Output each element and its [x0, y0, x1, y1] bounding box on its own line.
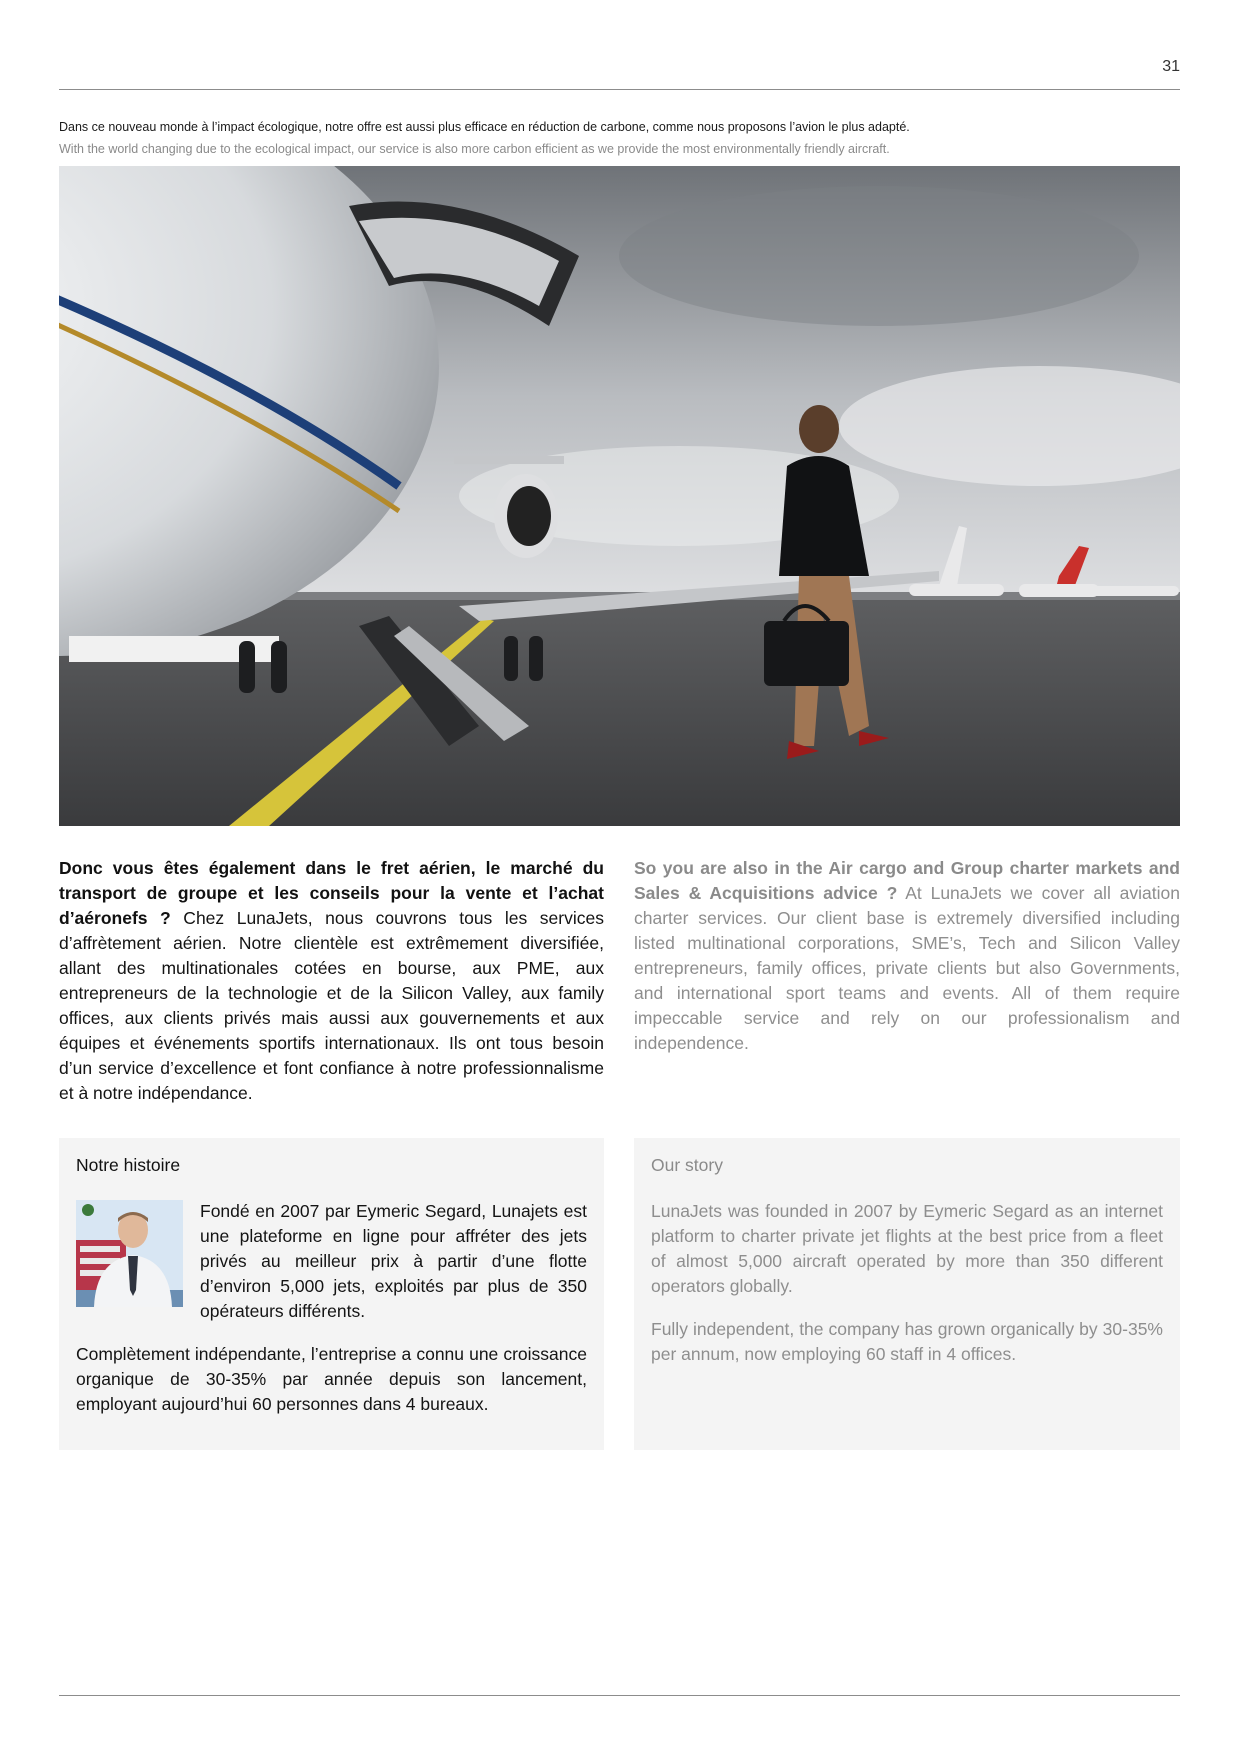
intro-body-fr: Chez LunaJets, nous couvrons tous les services d’affrètement aérien. Notre clientèle est extrêmement diversifiée, allant des multinationales cotées en bourse, aux PME, aux entrepreneurs de la technologie et de la Silicon Valley, aux family offices, aux clients privés mais aussi aux gouvernements et aux équipes et événements sportifs internationaux. Ils ont tous besoin d’un service d’excellence et font confiance à notre professionnalisme et à notre indépendance. [59, 908, 604, 1103]
intro-text-fr [59, 856, 604, 1106]
story-box-en [634, 1138, 1180, 1450]
photo-caption-fr: Dans ce nouveau monde à l’impact écologique, notre offre est aussi plus efficace en réduction de carbone, comme nous proposons l’avion le plus adapté. [59, 120, 910, 134]
intro-lead-fr: Donc vous êtes également dans le fret aérien, le marché du transport de groupe et les conseils pour la vente et l’achat d’aéronefs ? [59, 858, 604, 928]
top-rule [59, 89, 1180, 90]
story-title-en: Our story [651, 1155, 723, 1175]
story-title-fr: Notre histoire [76, 1155, 181, 1175]
intro-lead-en: So you are also in the Air cargo and Group charter markets and Sales & Acquisitions advice ? [634, 858, 1180, 903]
story-paragraph-1-en: LunaJets was founded in 2007 by Eymeric Segard as an internet platform to charter private jet flights at the best price from a fleet of almost 5,000 aircraft operated by more than 350 different operators globally. [651, 1201, 1163, 1296]
intro-body-en: At LunaJets we cover all aviation charter services. Our client base is extremely diversified including listed multinational corporations, SME’s, Tech and Silicon Valley entrepreneurs, family offices, private clients but also Governments, and international sport teams and events. All of them require impeccable service and rely on our professionalism and independence. [634, 883, 1180, 1053]
photo-caption-en: With the world changing due to the ecological impact, our service is also more carbon efficient as we provide the most environmentally friendly aircraft. [59, 142, 890, 156]
story-paragraph-2-fr: Complètement indépendante, l’entreprise a connu une croissance organique de 30-35% par année depuis son lancement, employant aujourd’hui 60 personnes dans 4 bureaux. [76, 1344, 587, 1414]
story-paragraph-2-en: Fully independent, the company has grown organically by 30-35% per annum, now employing 60 staff in 4 offices. [651, 1319, 1163, 1364]
page-number: 31 [1162, 58, 1180, 75]
bottom-rule [59, 1695, 1180, 1696]
founder-portrait-image [76, 1200, 183, 1307]
private-jet-boarding-photo [59, 166, 1180, 826]
story-box-fr [59, 1138, 604, 1450]
story-paragraph-1-fr: Fondé en 2007 par Eymeric Segard, Lunajets est une plateforme en ligne pour affréter des jets privés au meilleur prix à partir d’une flotte d’environ 5,000 jets, exploités par plus de 350 opérateurs différents. [200, 1201, 587, 1321]
intro-text-en [634, 856, 1180, 1056]
